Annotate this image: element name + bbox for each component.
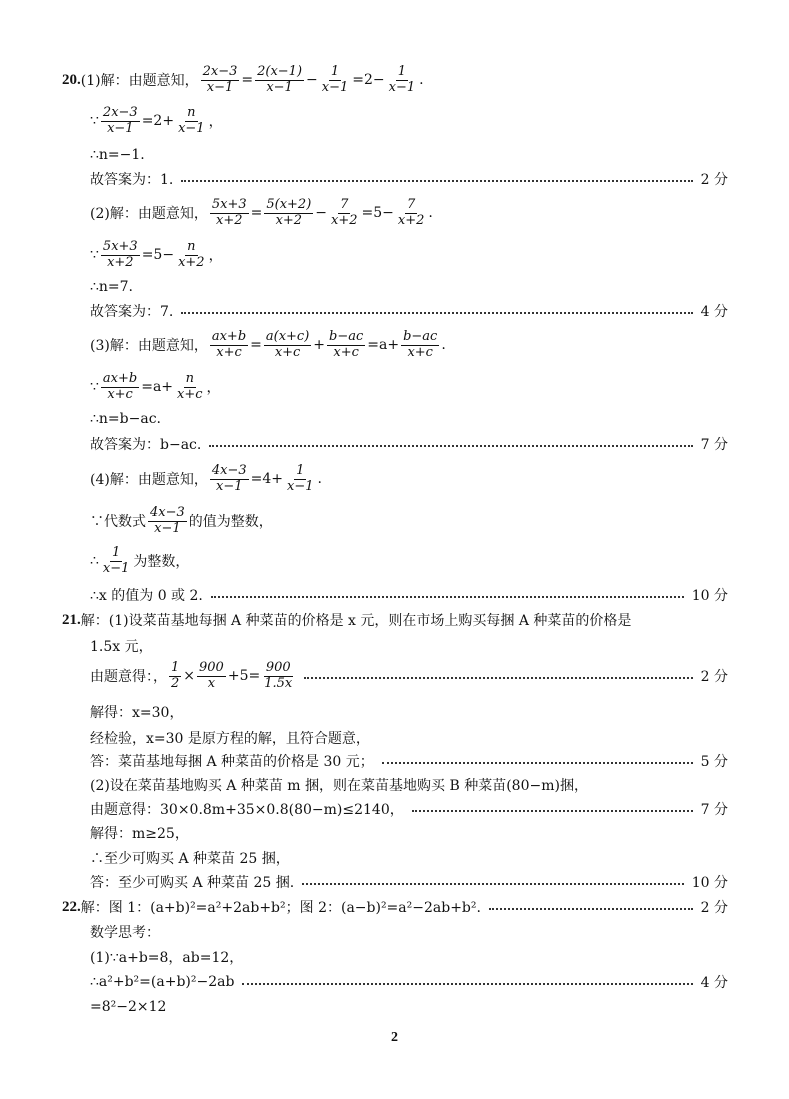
q22-think: 数学思考： [90,925,160,941]
leader-dots [181,312,692,314]
q20-part1-therefore: ∴n=−1. [90,147,145,163]
q20-part4-therefore: ∴ $\frac{1}{x-1}$ 为整数， [90,545,190,576]
q21-line2: 1.5x 元， [90,639,153,655]
fraction: $\frac{n}{x+2}$ [178,239,205,270]
q20-part1-intro: 20. (1)解：由题意知， $\frac{2x-3}{x-1}$ = $\frac{2(x-1)}{x-1}$ − $\frac{1}{x-1}$ =2− $\frac{1}{x-1}$ . [62,64,424,95]
score: 10 分 [691,875,728,891]
q22-part1-given: (1)∵a+b=8，ab=12， [90,950,244,966]
q21-line1: 21. 解：(1)设菜苗基地每捆 A 种菜苗的价格是 x 元，则在市场上购买每捆 A 种菜苗的价格是 [62,611,632,629]
q22-line1: 22. 解：图 1：(a+b)²=a²+2ab+b²；图 2：(a−b)²=a²−2ab+b². 2 分 [62,898,728,916]
question-number: 20. [62,71,81,88]
fraction: $\frac{1}{x-1}$ [287,463,314,494]
leader-dots [302,883,684,885]
q20-part2-therefore: ∴n=7. [90,279,134,295]
q21-part2-therefore: ∴至少可购买 A 种菜苗 25 捆， [90,851,290,867]
leader-dots [242,983,692,985]
q21-equation: 由题意得：， $\frac{1}{2}$ × $\frac{900}{x}$ +5= $\frac{900}{1.5x}$ 2 分 [90,660,728,691]
q20-part3-answer: 故答案为：b−ac. 7 分 [90,429,728,459]
q22-part1-calc: =8²−2×12 [90,999,167,1015]
q20-part2-since: ∵ $\frac{5x+3}{x+2}$ =5− $\frac{n}{x+2}$ ， [90,239,223,270]
fraction: $\frac{5(x+2)}{x+2}$ [266,197,312,228]
fraction: $\frac{900}{1.5x}$ [264,660,293,691]
fraction: $\frac{n}{x+c}$ [177,371,203,402]
score: 7 分 [700,437,728,453]
q20-part3-therefore: ∴n=b−ac. [90,411,161,427]
fraction: $\frac{2(x-1)}{x-1}$ [257,64,303,95]
fraction: $\frac{b-ac}{x+c}$ [329,329,364,360]
q21-part2-inequality: 由题意得：30×0.8m+35×0.8(80−m)≤2140， 7 分 [90,794,728,824]
leader-dots [181,180,692,182]
leader-dots [382,762,693,764]
fraction: $\frac{4x-3}{x-1}$ [211,463,247,494]
q21-part2-line1: (2)设在菜苗基地购买 A 种菜苗 m 捆，则在菜苗基地购买 B 种菜苗(80−m)捆， [90,778,588,794]
fraction: $\frac{7}{x+2}$ [331,197,358,228]
leader-dots [412,810,693,812]
fraction: $\frac{1}{x-1}$ [321,64,349,95]
fraction: $\frac{2x-3}{x-1}$ [202,64,238,95]
score: 2 分 [700,669,728,685]
fraction: $\frac{5x+3}{x+2}$ [102,239,138,270]
score: 2 分 [700,172,728,188]
fraction: $\frac{1}{x-1}$ [388,64,416,95]
score: 4 分 [700,304,728,320]
q20-part1-answer: 故答案为：1. 2 分 [90,164,728,194]
leader-dots [209,445,692,447]
score: 5 分 [700,754,728,770]
q20-part3-since: ∵ $\frac{ax+b}{x+c}$ =a+ $\frac{n}{x+c}$ ， [90,371,221,402]
leader-dots [489,908,693,910]
q20-part2-answer: 故答案为：7. 4 分 [90,296,728,326]
q21-answer1: 答：菜苗基地每捆 A 种菜苗的价格是 30 元； 5 分 [90,746,728,776]
fraction: $\frac{b-ac}{x+c}$ [403,329,438,360]
page-number: 2 [391,1030,398,1045]
fraction: $\frac{ax+b}{x+c}$ [211,329,247,360]
fraction: $\frac{5x+3}{x+2}$ [211,197,247,228]
q21-solve: 解得：x=30， [90,705,184,721]
fraction: $\frac{n}{x-1}$ [178,105,205,136]
score: 10 分 [691,588,728,604]
q21-part2-solve: 解得：m≥25， [90,826,189,842]
question-number: 22. [62,898,81,915]
q20-part4-result: ∴x 的值为 0 或 2. 10 分 [90,580,728,610]
leader-dots [211,596,684,598]
q20-part3-intro: (3)解：由题意知， $\frac{ax+b}{x+c}$ = $\frac{a(x+c)}{x+c}$ + $\frac{b-ac}{x+c}$ =a+ $\frac{b-ac}{x+c}$ . [90,329,446,360]
q21-check: 经检验，x=30 是原方程的解，且符合题意， [90,731,370,747]
q20-part1-since: ∵ $\frac{2x-3}{x-1}$ =2+ $\frac{n}{x-1}$ ， [90,105,223,136]
fraction: $\frac{1}{x-1}$ [102,545,130,576]
score: 7 分 [700,802,728,818]
fraction: $\frac{a(x+c)}{x+c}$ [265,329,310,360]
q21-part2-answer: 答：至少可购买 A 种菜苗 25 捆. 10 分 [90,867,728,897]
fraction: $\frac{ax+b}{x+c}$ [102,371,138,402]
score: 4 分 [700,975,728,991]
question-number: 21. [62,611,81,628]
fraction: $\frac{7}{x+2}$ [397,197,425,228]
q20-part4-since: ∵代数式 $\frac{4x-3}{x-1}$ 的值为整数， [90,505,273,536]
fraction: $\frac{900}{x}$ [199,660,224,691]
fraction: $\frac{2x-3}{x-1}$ [102,105,138,136]
fraction: $\frac{4x-3}{x-1}$ [150,505,185,536]
q20-part4-intro: (4)解：由题意知， $\frac{4x-3}{x-1}$ =4+ $\frac{1}{x-1}$ . [90,463,322,494]
leader-dots [304,677,692,679]
q22-part1-step: ∴a²+b²=(a+b)²−2ab 4 分 [90,974,728,991]
fraction: $\frac{1}{2}$ [171,660,180,691]
score: 2 分 [700,900,728,916]
q20-part2-intro: (2)解：由题意知， $\frac{5x+3}{x+2}$ = $\frac{5(x+2)}{x+2}$ − $\frac{7}{x+2}$ =5− $\frac{7}{x+2}$ . [90,197,433,228]
